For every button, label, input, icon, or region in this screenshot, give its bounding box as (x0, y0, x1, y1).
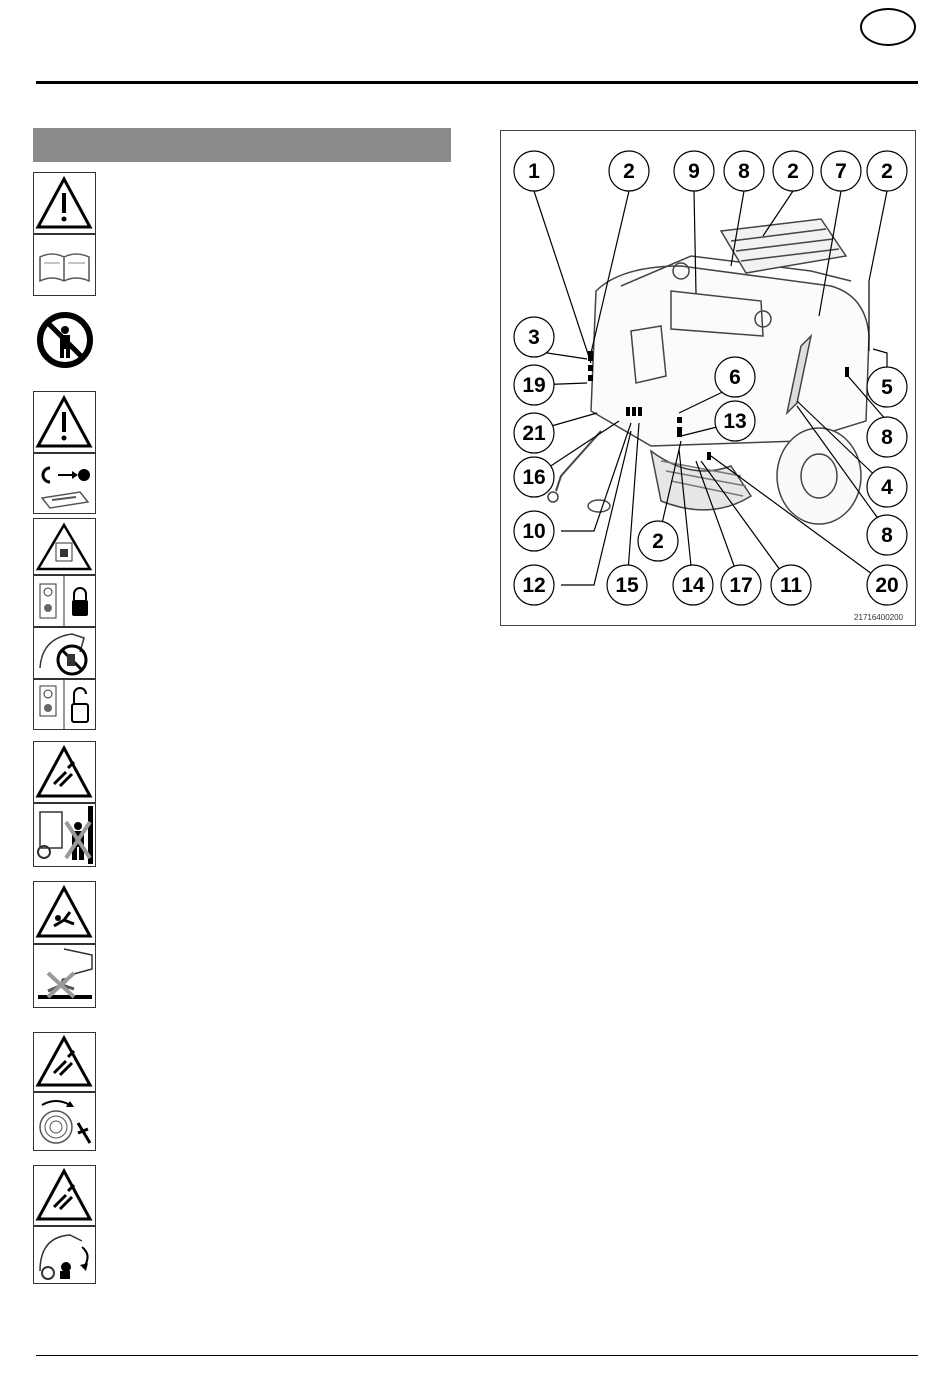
callout-label: 9 (688, 160, 700, 183)
crush-hazard-icon (33, 1165, 96, 1226)
callout-label: 5 (881, 376, 893, 399)
stay-clear-tailgate-icon (33, 803, 96, 867)
crush-hazard-icon (33, 741, 96, 803)
callout-label: 13 (723, 410, 747, 433)
callout-19 (514, 365, 554, 405)
callout-label: 17 (729, 574, 753, 597)
callout-10 (514, 511, 554, 551)
rotating-bale-icon (33, 1092, 96, 1151)
callout-5 (867, 367, 907, 407)
baler-drawing (501, 131, 915, 625)
callout-12 (514, 565, 554, 605)
callout-label: 6 (729, 366, 741, 389)
baler-figure (500, 130, 916, 626)
callout-2 (609, 151, 649, 191)
callout-label: 21 (522, 422, 546, 445)
section-title-bar (33, 128, 451, 162)
callout-8 (724, 151, 764, 191)
valve-locked-icon (33, 575, 96, 627)
callout-20 (867, 565, 907, 605)
callout-label: 2 (787, 160, 799, 183)
callout-label: 3 (528, 326, 540, 349)
callout-1 (514, 151, 554, 191)
warning-triangle-icon (33, 391, 96, 453)
callout-8 (867, 417, 907, 457)
callout-2 (867, 151, 907, 191)
callout-label: 4 (881, 476, 893, 499)
callout-3 (514, 317, 554, 357)
remove-key-icon (33, 453, 96, 514)
callout-label: 2 (881, 160, 893, 183)
callout-4 (867, 467, 907, 507)
baler-outline (548, 219, 869, 524)
callout-label: 15 (615, 574, 639, 597)
warning-triangle-icon (33, 172, 96, 234)
figure-code: 21716400200 (854, 613, 903, 622)
header-divider (36, 81, 918, 84)
callout-label: 8 (738, 160, 750, 183)
callout-label: 10 (522, 520, 546, 543)
callout-7 (821, 151, 861, 191)
callout-2 (638, 521, 678, 561)
callout-2 (773, 151, 813, 191)
hydraulic-lock-icon (33, 518, 96, 575)
callout-label: 1 (528, 160, 540, 183)
footer-divider (36, 1355, 918, 1356)
callout-9 (674, 151, 714, 191)
crush-hazard-icon (33, 1032, 96, 1092)
callout-label: 12 (522, 574, 546, 597)
tailgate-crush-icon (33, 627, 96, 679)
callout-17 (721, 565, 761, 605)
bale-ejection-icon (33, 1226, 96, 1284)
callout-label: 20 (875, 574, 899, 597)
callout-label: 19 (522, 374, 546, 397)
callout-14 (673, 565, 713, 605)
callout-21 (514, 413, 554, 453)
entanglement-hazard-icon (33, 881, 96, 944)
pickup-hazard-icon (33, 944, 96, 1008)
callout-13 (715, 401, 755, 441)
read-manual-icon (33, 234, 96, 296)
callout-label: 8 (881, 524, 893, 547)
callout-label: 2 (623, 160, 635, 183)
callout-8 (867, 515, 907, 555)
callout-11 (771, 565, 811, 605)
callout-label: 2 (652, 530, 664, 553)
callout-label: 11 (779, 574, 803, 597)
no-persons-icon (33, 308, 96, 371)
callout-label: 14 (681, 574, 705, 597)
callout-label: 8 (881, 426, 893, 449)
callout-15 (607, 565, 647, 605)
callout-16 (514, 457, 554, 497)
language-badge (860, 8, 916, 46)
callout-label: 16 (522, 466, 546, 489)
valve-unlocked-icon (33, 679, 96, 730)
callout-6 (715, 357, 755, 397)
callout-label: 7 (835, 160, 847, 183)
